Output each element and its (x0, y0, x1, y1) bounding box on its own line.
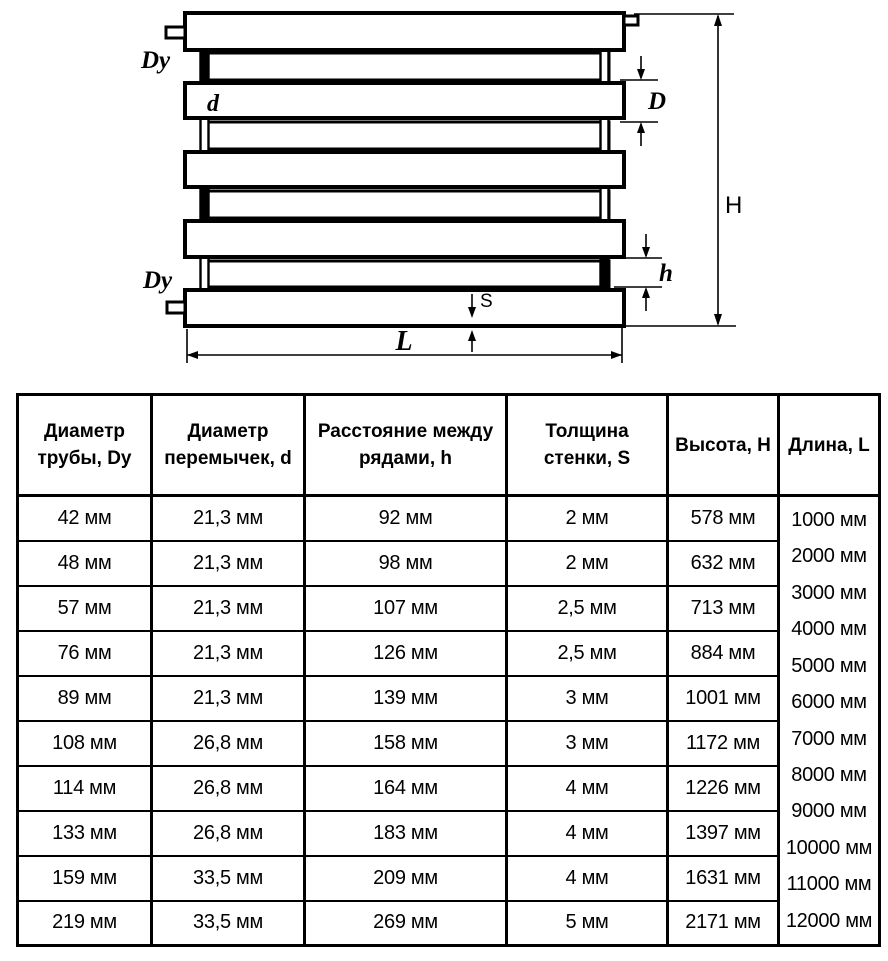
length-value: 1000 мм (791, 509, 867, 532)
dimension-D (620, 56, 666, 146)
table-cell: 578 мм (668, 496, 779, 541)
length-value: 5000 мм (791, 654, 867, 677)
table-cell: 1226 мм (668, 766, 779, 811)
label-H: H (725, 192, 743, 219)
label-Dy-top: Dy (141, 47, 171, 74)
header-line: Расстояние между (317, 421, 494, 442)
jumper-cap (601, 187, 609, 222)
pipe-nipple (624, 16, 638, 25)
label-S: S (480, 291, 493, 312)
table-cell: 26,8 мм (152, 766, 305, 811)
header-line: стенки, S (543, 448, 631, 469)
header-line: трубы, Dy (37, 448, 132, 469)
column-header-d (152, 395, 305, 496)
table-cell: 26,8 мм (152, 721, 305, 766)
jumper-cap (201, 118, 209, 153)
table-cell: 139 мм (305, 676, 507, 721)
length-value: 6000 мм (791, 691, 867, 714)
table-cell: 4 мм (507, 856, 668, 901)
table-cell: 107 мм (305, 586, 507, 631)
table-cell: 2,5 мм (507, 631, 668, 676)
header-row (18, 395, 880, 496)
table-cell: 57 мм (18, 586, 152, 631)
length-merged-cell (779, 496, 880, 946)
table-cell: 632 мм (668, 541, 779, 586)
length-value: 10000 мм (785, 836, 873, 859)
table-cell: 5 мм (507, 901, 668, 946)
table-cell: 164 мм (305, 766, 507, 811)
table-cell: 4 мм (507, 811, 668, 856)
column-header-dy (18, 395, 152, 496)
jumper-cap (601, 49, 609, 84)
column-header-h (305, 395, 507, 496)
header-line: Диаметр (187, 421, 269, 442)
table-cell: 98 мм (305, 541, 507, 586)
length-value: 3000 мм (791, 581, 867, 604)
table-row (18, 631, 880, 676)
table-cell: 1397 мм (668, 811, 779, 856)
table-cell: 126 мм (305, 631, 507, 676)
table-cell: 2,5 мм (507, 586, 668, 631)
column-header-height (668, 395, 779, 496)
dimension-L (187, 325, 622, 363)
length-value: 4000 мм (791, 618, 867, 641)
pipe-row-main (185, 83, 624, 118)
header-line: рядами, h (359, 448, 452, 469)
pipe-nipple (167, 302, 185, 313)
column-header-s (507, 395, 668, 496)
table-cell: 133 мм (18, 811, 152, 856)
register-diagram (0, 0, 888, 385)
length-value: 11000 мм (786, 873, 872, 896)
table-cell: 21,3 мм (152, 631, 305, 676)
table-cell: 1172 мм (668, 721, 779, 766)
table-cell: 159 мм (18, 856, 152, 901)
table-cell: 884 мм (668, 631, 779, 676)
jumper-cap (601, 257, 609, 291)
table-cell: 89 мм (18, 676, 152, 721)
table-cell: 3 мм (507, 721, 668, 766)
table-row (18, 721, 880, 766)
jumper-cap (201, 257, 209, 291)
label-Dy-bottom: Dy (143, 267, 173, 294)
table-row (18, 586, 880, 631)
table-cell: 21,3 мм (152, 676, 305, 721)
table-cell: 269 мм (305, 901, 507, 946)
table-row (18, 676, 880, 721)
label-h: h (659, 260, 673, 287)
jumper-cap (201, 187, 209, 222)
pipe-row-inset (203, 53, 609, 80)
spec-table (16, 393, 881, 947)
label-D: D (648, 88, 667, 115)
table-cell: 1631 мм (668, 856, 779, 901)
dimension-H (626, 14, 742, 326)
pipe-row-main (185, 152, 624, 187)
pipe-row-inset (203, 261, 609, 287)
table-cell: 158 мм (305, 721, 507, 766)
label-d: d (207, 91, 219, 117)
table-row (18, 541, 880, 586)
table-cell: 21,3 мм (152, 586, 305, 631)
table-row (18, 496, 880, 541)
table-cell: 209 мм (305, 856, 507, 901)
table-cell: 4 мм (507, 766, 668, 811)
table-cell: 1001 мм (668, 676, 779, 721)
table-cell: 183 мм (305, 811, 507, 856)
table-row (18, 811, 880, 856)
table-cell: 713 мм (668, 586, 779, 631)
table-cell: 2 мм (507, 541, 668, 586)
header-line: Диаметр (43, 421, 126, 442)
table-cell: 2 мм (507, 496, 668, 541)
table-cell: 108 мм (18, 721, 152, 766)
table-cell: 3 мм (507, 676, 668, 721)
pipe-row-main (185, 290, 624, 326)
length-value: 9000 мм (791, 800, 867, 823)
pipe-row-main (185, 13, 624, 50)
table-row (18, 901, 880, 946)
table-cell: 76 мм (18, 631, 152, 676)
table-row (18, 856, 880, 901)
length-value: 2000 мм (791, 545, 867, 568)
length-value: 7000 мм (791, 727, 867, 750)
pipe-row-inset (203, 122, 609, 149)
header-line: перемычек, d (164, 448, 292, 469)
table-cell: 2171 мм (668, 901, 779, 946)
table-row (18, 766, 880, 811)
table-cell: 33,5 мм (152, 856, 305, 901)
table-cell: 33,5 мм (152, 901, 305, 946)
table-cell: 219 мм (18, 901, 152, 946)
table-cell: 42 мм (18, 496, 152, 541)
table-cell: 21,3 мм (152, 496, 305, 541)
length-value: 8000 мм (791, 763, 867, 786)
pipe-row-main (185, 221, 624, 257)
table-cell: 26,8 мм (152, 811, 305, 856)
column-header-length (779, 395, 880, 496)
label-L: L (395, 326, 413, 357)
header-line: Высота, H (675, 434, 771, 456)
jumper-cap (601, 118, 609, 153)
pipe-nipple (166, 27, 185, 38)
length-value: 12000 мм (785, 909, 873, 932)
table-cell: 114 мм (18, 766, 152, 811)
table-cell: 92 мм (305, 496, 507, 541)
jumper-cap (201, 49, 209, 84)
header-line: Толщина (545, 421, 629, 442)
table-cell: 21,3 мм (152, 541, 305, 586)
header-line: Длина, L (788, 434, 870, 456)
table-cell: 48 мм (18, 541, 152, 586)
pipe-row-inset (203, 191, 609, 218)
